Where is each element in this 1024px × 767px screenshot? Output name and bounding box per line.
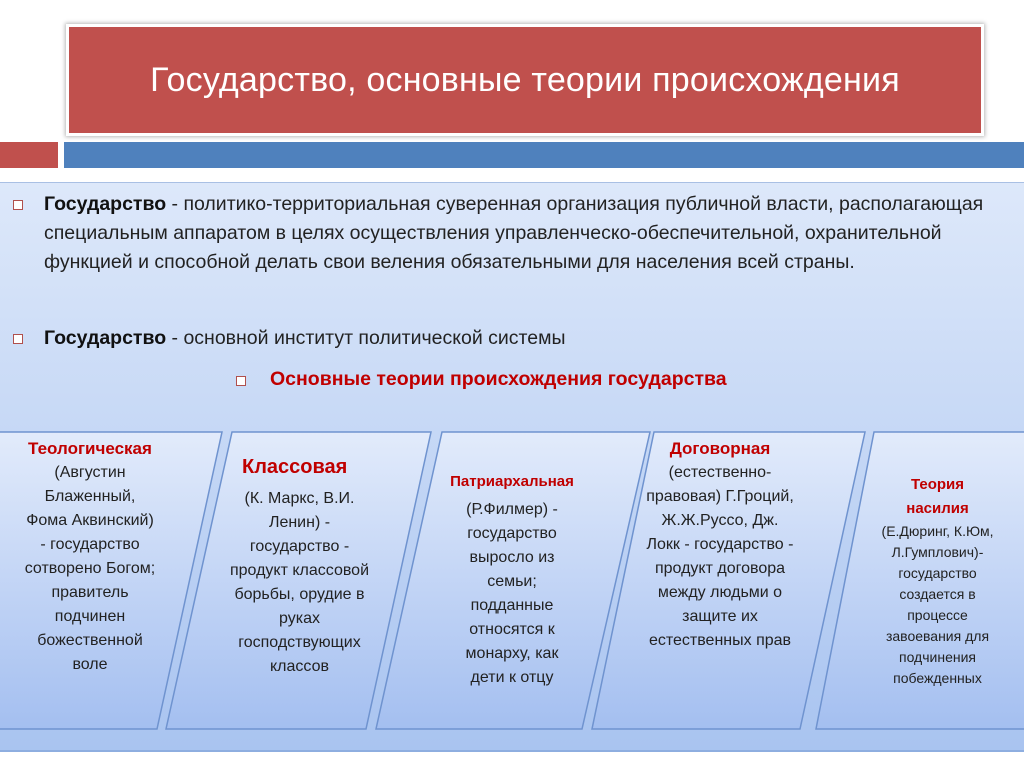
- theory-card-patriarchal: [432, 470, 592, 690]
- bullet-term: Государство: [44, 193, 167, 215]
- theory-name: Договорная: [669, 439, 771, 458]
- bullet-text: - политико-территориальная суверенная организация публичной власти, располагающая специальным аппаратом в целях осуществления управленческо-обеспечительной, охранительной функцией и способной делать свои веления обязательными для населения всей страны.: [44, 193, 984, 273]
- theory-card-theological: [10, 437, 170, 677]
- theory-description: (Р.Филмер) - государство выросло из семьи; подданные относятся к монарху, как дети к отцу: [465, 501, 559, 686]
- theory-description: (Е.Дюринг, К.Юм, Л.Гумплович)- государство создается в процессе завоевания для подчинения побежденных: [881, 523, 994, 686]
- theory-name: Теологическая: [28, 439, 152, 458]
- theory-name: Классовая: [242, 456, 348, 478]
- theory-description: (К. Маркс, В.И. Ленин) - государство - продукт классовой борьбы, орудие в руках господствующих классов: [229, 490, 370, 675]
- theory-card-contract: [640, 437, 800, 653]
- slide-title: Государство, основные теории происхождения: [150, 60, 900, 99]
- theories-subheading: Основные теории происхождения государства: [270, 368, 727, 390]
- theory-card-violence: [865, 473, 1010, 689]
- theory-name: Теория насилия: [906, 476, 969, 517]
- theory-description: (естественно-правовая) Г.Гроций, Ж.Ж.Руссо, Дж. Локк - государство - продукт договора между людьми о защите их естественных прав: [646, 464, 794, 649]
- theory-description: (Августин Блаженный, Фома Аквинский) - государство сотворено Богом; правитель подчинен божественной воле: [24, 464, 156, 673]
- theory-card-class: [222, 455, 377, 679]
- bullet-text: - основной институт политической системы: [166, 327, 566, 349]
- bullet-term: Государство: [44, 327, 167, 349]
- theory-name: Патриархальная: [450, 473, 574, 490]
